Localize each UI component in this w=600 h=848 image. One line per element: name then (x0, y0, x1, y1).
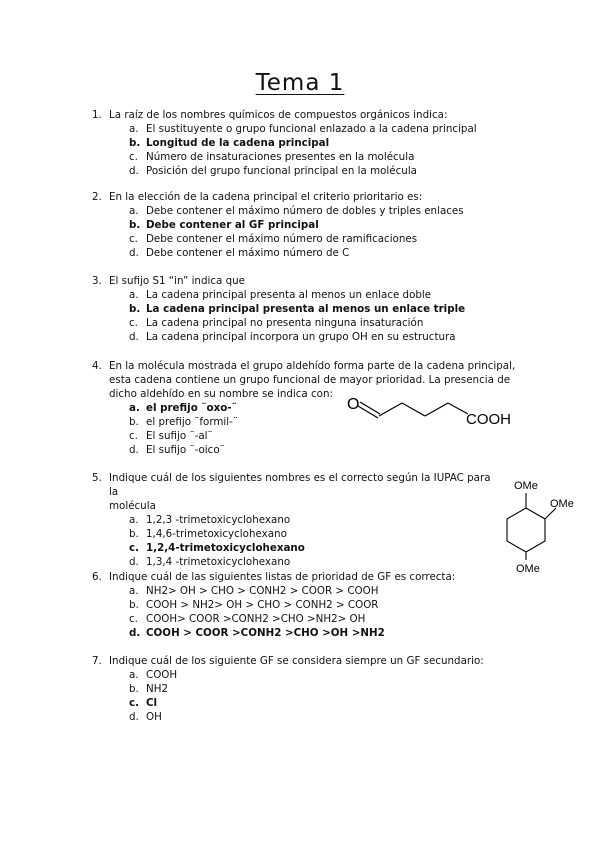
option-text-correct: 1,2,4-trimetoxicyclohexano (146, 542, 305, 554)
oxygen-label: O (347, 396, 360, 413)
question-number: 6. (92, 571, 102, 583)
question-text: Indique cuál de los siguiente GF se considera siempre un GF secundario: (109, 655, 484, 667)
option-letter: a. (129, 669, 139, 681)
option-letter: a. (129, 205, 139, 217)
option-text: El sufijo ¨-al¨ (146, 430, 213, 442)
option-letter: b. (129, 599, 139, 611)
option-letter: d. (129, 627, 141, 639)
question-text: Indique cuál de las siguientes listas de prioridad de GF es correcta: (109, 571, 456, 583)
option-letter: a. (129, 402, 140, 414)
option-text: La cadena principal incorpora un grupo OH en su estructura (146, 331, 456, 343)
question-number: 1. (92, 109, 102, 121)
option-text: Posición del grupo funcional principal en la molécula (146, 165, 417, 177)
question-text: Indique cuál de los siguientes nombres es el correcto según la IUPAC para la (109, 472, 491, 498)
question-text: En la molécula mostrada el grupo aldehído forma parte de la cadena principal, (109, 360, 516, 372)
option-letter: b. (129, 416, 139, 428)
option-letter: b. (129, 219, 141, 231)
option-letter: d. (129, 165, 139, 177)
option-letter: b. (129, 683, 139, 695)
option-text: COOH > NH2> OH > CHO > CONH2 > COOR (146, 599, 379, 611)
option-text: La cadena principal no presenta ninguna insaturación (146, 317, 424, 329)
option-letter: d. (129, 331, 139, 343)
option-text: 1,3,4 -trimetoxicyclohexano (146, 556, 291, 568)
option-letter: d. (129, 711, 139, 723)
option-letter: b. (129, 303, 141, 315)
option-text: Debe contener el máximo número de ramificaciones (146, 233, 418, 245)
cooh-label: COOH (466, 411, 511, 428)
option-letter: c. (129, 317, 138, 329)
option-letter: a. (129, 123, 139, 135)
question-number: 7. (92, 655, 102, 667)
option-text: Número de insaturaciones presentes en la molécula (146, 151, 415, 163)
question-text: La raíz de los nombres químicos de compuestos orgánicos indica: (109, 109, 448, 121)
option-text: 1,2,3 -trimetoxicyclohexano (146, 514, 291, 526)
question-number: 5. (92, 472, 102, 484)
option-letter: c. (129, 542, 140, 554)
option-letter: d. (129, 556, 139, 568)
question-number: 2. (92, 191, 102, 203)
option-letter: d. (129, 247, 139, 259)
aldehyde-molecule-diagram (340, 392, 530, 432)
option-letter: a. (129, 289, 139, 301)
page-title (0, 70, 600, 96)
question-text: En la elección de la cadena principal el criterio prioritario es: (109, 191, 423, 203)
title-text: Tema 1 (255, 70, 345, 96)
ome-label: OMe (516, 563, 540, 574)
option-text-correct: COOH > COOR >CONH2 >CHO >OH >NH2 (146, 627, 385, 639)
question-number: 3. (92, 275, 102, 287)
option-text: Debe contener el máximo número de dobles y triples enlaces (146, 205, 464, 217)
question-text: molécula (109, 500, 156, 512)
option-text: NH2 (146, 683, 168, 695)
option-letter: b. (129, 528, 139, 540)
option-letter: c. (129, 613, 138, 625)
option-text: COOH> COOR >CONH2 >CHO >NH2> OH (146, 613, 366, 625)
option-text: OH (146, 711, 162, 723)
option-letter: c. (129, 430, 138, 442)
question-5 (92, 471, 502, 569)
option-text-correct: Longitud de la cadena principal (146, 137, 330, 149)
question-2 (92, 190, 512, 260)
option-text: Debe contener el máximo número de C (146, 247, 350, 259)
option-text-correct: Debe contener al GF principal (146, 219, 319, 231)
cyclohexane-molecule-diagram (490, 474, 590, 574)
option-letter: c. (129, 151, 138, 163)
option-letter: a. (129, 514, 139, 526)
option-text-correct: el prefijo ¨oxo-¨ (146, 402, 237, 414)
question-text: El sufijo S1 “in” indica que (109, 275, 246, 287)
option-text: La cadena principal presenta al menos un enlace doble (146, 289, 432, 301)
question-7 (92, 654, 512, 724)
question-text: dicho aldehído en su nombre se indica con: (109, 388, 333, 400)
option-letter: c. (129, 233, 138, 245)
question-6 (92, 570, 512, 640)
option-text-correct: La cadena principal presenta al menos un enlace triple (146, 303, 466, 315)
option-text: NH2> OH > CHO > CONH2 > COOR > COOH (146, 585, 379, 597)
option-text: El sufijo ¨-oico¨ (146, 444, 225, 456)
ome-label: OMe (514, 480, 538, 492)
question-1 (92, 108, 512, 178)
option-letter: d. (129, 444, 139, 456)
option-letter: a. (129, 585, 139, 597)
option-letter: b. (129, 137, 141, 149)
option-text: 1,4,6-trimetoxicyclohexano (146, 528, 287, 540)
ome-label: OMe (550, 498, 574, 510)
option-text: COOH (146, 669, 178, 681)
option-text-correct: Cl (146, 697, 158, 709)
question-3 (92, 274, 512, 344)
question-number: 4. (92, 360, 102, 372)
option-text: el prefijo ¨formil-¨ (146, 416, 239, 428)
question-text: esta cadena contiene un grupo funcional de mayor prioridad. La presencia de (109, 374, 511, 386)
option-letter: c. (129, 697, 140, 709)
option-text: El sustituyente o grupo funcional enlazado a la cadena principal (146, 123, 477, 135)
